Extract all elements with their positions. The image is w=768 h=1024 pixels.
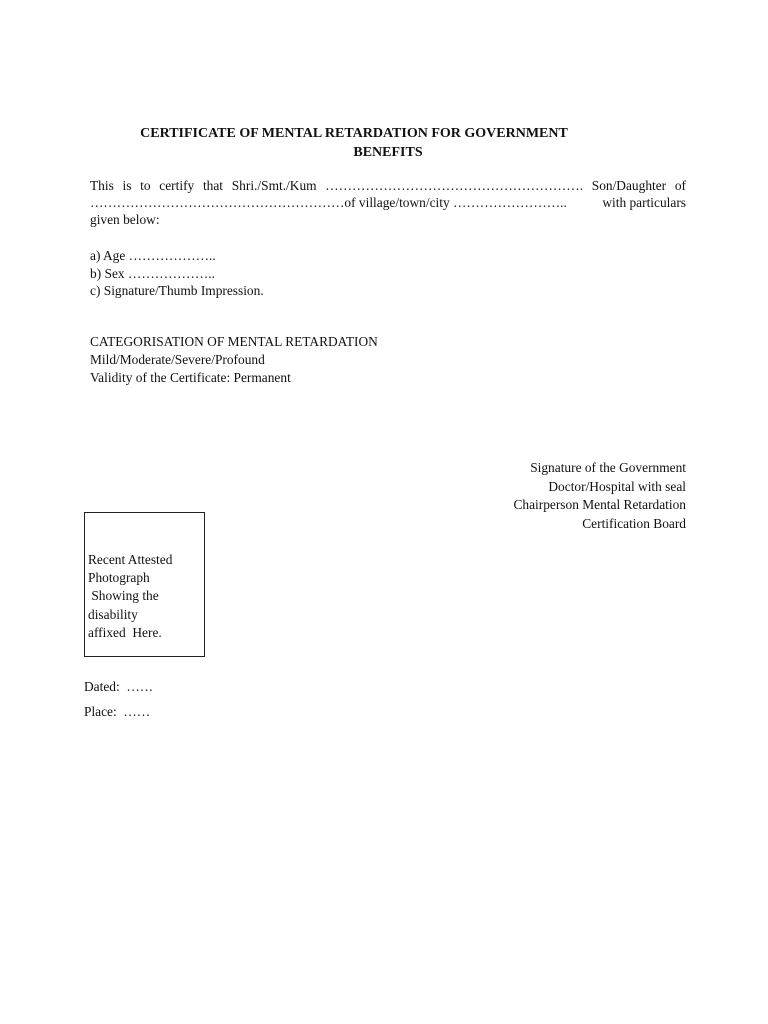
intro-line-2: …………………………………………………of village/town/city …………………….. with particulars — [90, 195, 686, 210]
particular-signature[interactable]: c) Signature/Thumb Impression. — [90, 283, 264, 298]
categorisation-heading: CATEGORISATION OF MENTAL RETARDATION — [90, 334, 378, 349]
certificate-validity: Validity of the Certificate: Permanent — [90, 370, 291, 385]
parent-village-blanks[interactable]: …………………………………………………of village/town/city …………………….. — [90, 195, 567, 210]
signatory-line-2: Doctor/Hospital with seal — [548, 478, 686, 494]
intro-line-1: This is to certify that Shri./Smt./Kum …………………………………………………. Son/Daughter of — [90, 178, 686, 193]
name-field-blank[interactable]: …………………………………………………. — [325, 178, 584, 193]
place-field[interactable]: Place: …… — [84, 704, 151, 719]
photo-instructions: Recent Attested Photograph Showing the disability affixed Here. — [88, 552, 173, 640]
particular-sex[interactable]: b) Sex ……………….. — [90, 265, 215, 281]
particulars-list — [90, 247, 686, 300]
intro-paragraph — [90, 177, 686, 228]
signatory-line-4: Certification Board — [582, 515, 686, 531]
dated-field[interactable]: Dated: …… — [84, 679, 154, 694]
certificate-title-line2: BENEFITS — [353, 145, 423, 160]
signatory-line-3: Chairperson Mental Retardation — [513, 497, 686, 512]
categorisation-section — [90, 333, 686, 387]
certificate-title-line1: CERTIFICATE OF MENTAL RETARDATION FOR GOVERNMENT — [140, 126, 568, 141]
particular-age[interactable]: a) Age ……………….. — [90, 248, 216, 263]
categorisation-options: Mild/Moderate/Severe/Profound — [90, 352, 265, 367]
intro-line-3: given below: — [90, 212, 160, 227]
signatory-line-1: Signature of the Government — [530, 460, 686, 475]
photo-placeholder-box — [84, 512, 205, 657]
signatory-block — [513, 459, 686, 533]
